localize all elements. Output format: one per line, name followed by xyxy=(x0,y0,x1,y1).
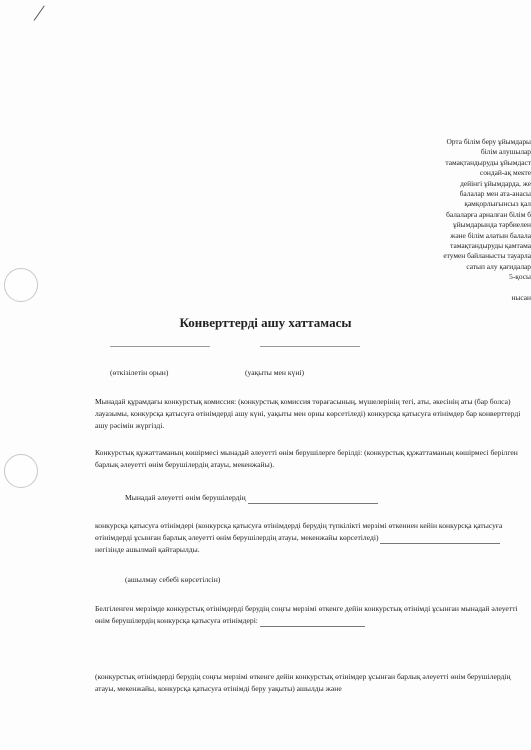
header-line: Орта білім беру ұйымдары xyxy=(446,137,531,146)
reason-blank xyxy=(380,534,500,544)
suppliers-paragraph xyxy=(125,492,531,504)
opened-paragraph xyxy=(95,603,528,627)
header-line: тамақтандыруды қамтама xyxy=(450,241,531,251)
opened-blank xyxy=(260,617,365,627)
header-line: дейінгі ұйымдарда, же xyxy=(460,178,531,188)
time-line xyxy=(260,346,360,347)
reason-label: (ашылмау себебі көрсетілсін) xyxy=(125,575,221,584)
header-line: тамақтандыруды ұйымдаст xyxy=(445,157,531,167)
copies-paragraph xyxy=(95,447,528,471)
time-label: (уақыты мен күні) xyxy=(245,368,305,377)
returned-text: конкурсқа қатысуға өтінімдері (конкурсқа қатысуға өтінімдерді берудің түпкілікті мерзімі өткеннен кейін конкурсқа қатысуға өтінімдерді ұсынған барлық әлеуетті өнім берушілердің атауы, мекенжайы көрсетіледі) xyxy=(95,521,503,542)
final-paragraph xyxy=(95,671,528,695)
pen-mark xyxy=(34,5,45,20)
place-line xyxy=(110,346,210,347)
header-line: 5-қосы xyxy=(509,272,531,282)
copies-text: Конкурстық құжаттаманың көшірмесі мынадай әлеуетті өнім берушілерге берілді: (конкурстық құжаттаманың көшірмесі берілген барлық әлеуетті өнім берушілердің атауы, мекенжайы). xyxy=(95,448,518,469)
punch-hole-bottom xyxy=(4,454,38,488)
header-line: және білім алатын балала xyxy=(450,230,531,240)
returned-text-end: негізінде ашылмай қайтарылды. xyxy=(95,545,200,554)
header-line xyxy=(392,283,531,293)
commission-paragraph xyxy=(95,396,528,432)
suppliers-text: Мынадай әлеуетті өнім берушілердің xyxy=(125,493,246,502)
header-line: ұйымдарында тәрбиелен xyxy=(453,220,531,230)
suppliers-blank xyxy=(248,494,378,504)
header-line: балалар мен ата-анасы xyxy=(459,189,531,199)
appendix-header xyxy=(392,137,531,304)
header-line: сондай-ақ мекте xyxy=(479,168,531,178)
document-title: Конверттерді ашу хаттамасы xyxy=(179,315,352,330)
header-line: сатып алу қағидалар xyxy=(466,261,531,271)
header-line: нысан xyxy=(511,293,531,303)
header-line: қамқорлығынсыз қал xyxy=(464,199,531,209)
place-label: (өткізілетін орын) xyxy=(110,368,169,377)
header-line: білім алушылар xyxy=(480,147,531,157)
opened-text: Белгіленген мерзімде конкурстық өтінімдерді берудің соңғы мерзімі өткенге дейін конкурстық өтінімді ұсынған мынадай әлеуетті өнім берушілердің конкурсқа қатысуға өтінімдері: xyxy=(95,604,518,625)
final-text: (конкурстық өтінімдерді берудің соңғы мерзімі өткенге дейін конкурстық өтінімдер ұсынған барлық әлеуетті өнім берушілердің атауы, мекенжайы, конкурсқа қатысуға өтінімді беру уақыты) ашылды және xyxy=(95,672,511,693)
punch-hole-top xyxy=(4,268,38,302)
header-line: етумен байланысты тауарла xyxy=(443,251,531,261)
commission-text: Мынадай құрамдағы конкурстық комиссия: (конкурстық комиссия төрағасының, мүшелерінің тегі, аты, әкесінің аты (бар болса) лауазымы, конкурсқа қатысуға өтінімдерді ашу күні, уақыты мен орны көрсетіледі) конкурсқа қатысуға өтінімдер бар конверттерді ашу рәсімін жүргізді. xyxy=(95,397,521,430)
header-line: балаларға арналған білім б xyxy=(446,209,531,219)
returned-paragraph xyxy=(95,520,528,556)
